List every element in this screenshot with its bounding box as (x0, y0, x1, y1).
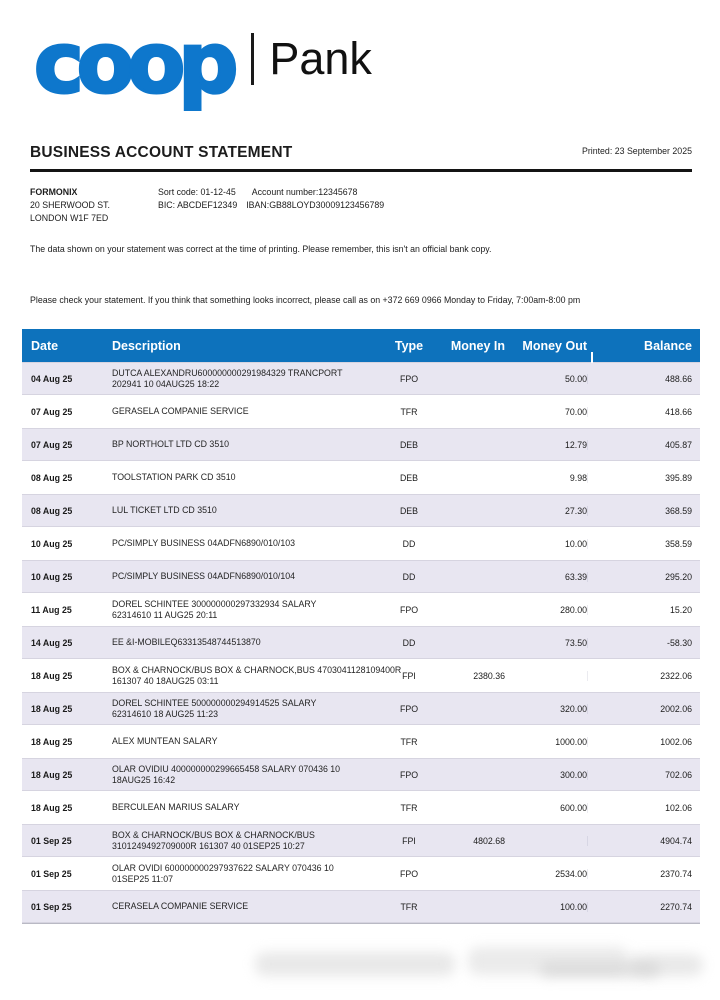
cell-type: FPI (402, 670, 416, 681)
description-line: DOREL SCHINTEE 500000000294914525 SALARY (112, 697, 317, 708)
bic: BIC: ABCDEF12349 (158, 200, 238, 210)
description-line: PC/SIMPLY BUSINESS 04ADFN6890/010/104 (112, 571, 296, 581)
cell-type: TFR (400, 736, 418, 747)
cell-date: 18 Aug 25 (31, 802, 73, 813)
table-row (22, 362, 700, 395)
description-line: LUL TICKET LTD CD 3510 (112, 505, 217, 515)
description-line: 161307 40 18AUG25 03:11 (112, 675, 219, 686)
cell-balance: 15.20 (587, 605, 700, 615)
description-line: 18AUG25 16:42 (112, 774, 176, 785)
cell-description (112, 802, 378, 813)
col-header-description: Description (112, 338, 181, 353)
cell-description (112, 698, 378, 720)
bottom-smudge (540, 962, 660, 978)
cell-balance: 488.66 (587, 374, 700, 384)
description-line: BERCULEAN MARIUS SALARY (112, 802, 240, 812)
description-line: TOOLSTATION PARK CD 3510 (112, 472, 236, 482)
table-row (22, 725, 700, 758)
logo-separator-bar (251, 33, 254, 85)
coop-logo-text: coop (34, 14, 232, 112)
cell-date: 18 Aug 25 (31, 703, 73, 714)
cell-date: 18 Aug 25 (31, 736, 73, 747)
cell-balance: 2370.74 (587, 869, 700, 879)
cell-date: 14 Aug 25 (31, 637, 73, 648)
cell-date: 18 Aug 25 (31, 769, 73, 780)
col-header-money-in: Money In (450, 338, 505, 353)
logo-brand-group (231, 33, 372, 85)
table-row (22, 593, 700, 626)
cell-type: TFR (400, 802, 418, 813)
account-name: FORMONIX (30, 187, 78, 197)
bottom-smudge (255, 952, 455, 976)
cell-type: FPO (399, 703, 419, 714)
description-line: GERASELA COMPANIE SERVICE (112, 406, 249, 416)
cell-balance: 418.66 (587, 407, 700, 417)
bic-iban-line (158, 199, 384, 212)
table-row (22, 692, 700, 725)
cell-date: 08 Aug 25 (31, 505, 73, 516)
cell-balance: -58.30 (587, 638, 700, 648)
cell-date: 08 Aug 25 (31, 472, 73, 483)
cell-type: TFR (400, 901, 418, 912)
cell-money-out: 70.00 (564, 406, 587, 417)
cell-money-out: 63.39 (564, 571, 587, 582)
contact-note: Please check your statement. If you think that something looks incorrect, please call as on +372 669 0966 Monday to Friday, 7:00am-8:00 pm (30, 295, 581, 305)
col-header-balance: Balance (644, 338, 692, 353)
bottom-smudge (628, 954, 703, 976)
table-row (22, 428, 700, 461)
cell-money-out: 100.00 (560, 901, 587, 912)
cell-type: DEB (399, 505, 419, 516)
description-line: OLAR OVIDIU 400000000299665458 SALARY 070436 10 (112, 763, 341, 774)
cell-description (112, 736, 378, 747)
brand-name: Pank (269, 33, 372, 84)
description-line: BP NORTHOLT LTD CD 3510 (112, 439, 230, 449)
cell-description (112, 664, 402, 687)
cell-description (112, 599, 378, 621)
cell-description (112, 472, 378, 483)
table-row (22, 395, 700, 428)
cell-date: 11 Aug 25 (31, 604, 72, 615)
sort-code: Sort code: 01-12-45 (158, 187, 236, 197)
column-divider-artifact (591, 352, 593, 363)
cell-money-in: 2380.36 (473, 670, 505, 681)
cell-money-out: 50.00 (564, 373, 587, 384)
description-line: BOX & CHARNOCK/BUS BOX & CHARNOCK,BUS 4703041128109400R (112, 664, 402, 675)
cell-date: 01 Sep 25 (31, 835, 72, 846)
cell-description (112, 901, 378, 912)
description-line: OLAR OVIDI 600000000297937622 SALARY 070436 10 (112, 862, 334, 873)
cell-description (112, 637, 378, 648)
table-row (22, 626, 700, 659)
cell-description (112, 406, 378, 417)
cell-date: 07 Aug 25 (31, 439, 73, 450)
cell-type: FPO (399, 868, 419, 879)
description-line: ALEX MUNTEAN SALARY (112, 736, 218, 746)
cell-type: FPO (399, 604, 419, 615)
table-row (22, 461, 700, 494)
cell-type: DD (402, 538, 416, 549)
table-row (22, 527, 700, 560)
table-body (22, 362, 700, 923)
account-number: Account number:12345678 (251, 187, 358, 197)
cell-description (112, 863, 378, 885)
cell-description (112, 538, 378, 549)
cell-money-out: 27.30 (564, 505, 587, 516)
cell-date: 01 Sep 25 (31, 901, 72, 912)
description-line: 202941 10 04AUG25 18:22 (112, 378, 220, 389)
description-line: CERASELA COMPANIE SERVICE (112, 901, 249, 911)
cell-type: FPI (402, 835, 416, 846)
description-line: PC/SIMPLY BUSINESS 04ADFN6890/010/103 (112, 538, 296, 548)
cell-balance: 1002.06 (587, 737, 700, 747)
description-line: DOREL SCHINTEE 300000000297332934 SALARY (112, 598, 317, 609)
cell-balance: 2322.06 (587, 671, 700, 681)
cell-description (112, 505, 378, 516)
cell-money-out: 12.79 (564, 439, 587, 450)
cell-type: FPO (399, 769, 419, 780)
table-header (22, 329, 700, 362)
description-line: 01SEP25 11:07 (112, 873, 173, 884)
description-line: DUTCA ALEXANDRU600000000291984329 TRANCPORT (112, 367, 343, 378)
col-header-money-out: Money Out (522, 338, 587, 353)
cell-balance: 4904.74 (587, 836, 700, 846)
cell-date: 18 Aug 25 (31, 670, 73, 681)
description-line: BOX & CHARNOCK/BUS BOX & CHARNOCK/BUS (112, 829, 315, 840)
printed-date: Printed: 23 September 2025 (581, 146, 692, 156)
cell-description (112, 439, 378, 450)
cell-balance: 702.06 (587, 770, 700, 780)
iban: IBAN:GB88LOYD30009123456789 (246, 200, 385, 210)
cell-balance: 102.06 (587, 803, 700, 813)
cell-type: DD (402, 637, 416, 648)
table-row (22, 659, 700, 692)
cell-type: FPO (399, 373, 419, 384)
page-title: BUSINESS ACCOUNT STATEMENT (30, 144, 293, 161)
table-row (22, 890, 700, 923)
table-row (22, 857, 700, 890)
description-line: EE &I-MOBILEQ63313548744513870 (112, 637, 261, 647)
cell-balance: 395.89 (587, 473, 700, 483)
statement-title-row (30, 144, 692, 172)
cell-money-out: 10.00 (564, 538, 587, 549)
table-row (22, 758, 700, 791)
cell-description (112, 368, 378, 390)
cell-balance: 358.59 (587, 539, 700, 549)
description-line: 62314610 18 AUG25 11:23 (112, 708, 218, 719)
cell-date: 07 Aug 25 (31, 406, 73, 417)
transactions-table (22, 329, 700, 924)
address-line-2: LONDON W1F 7ED (30, 213, 109, 223)
cell-money-out: 280.00 (560, 604, 587, 615)
table-row (22, 494, 700, 527)
cell-description (112, 764, 378, 786)
cell-money-out: 600.00 (560, 802, 587, 813)
account-info-section (30, 186, 690, 225)
disclaimer-note: The data shown on your statement was correct at the time of printing. Please remember, this isn't an official bank copy. (30, 244, 492, 254)
cell-money-out: 300.00 (560, 769, 587, 780)
cell-money-out: 9.98 (569, 472, 587, 483)
cell-balance: 405.87 (587, 440, 700, 450)
description-line: 3101249492709000R 161307 40 01SEP25 10:27 (112, 840, 305, 851)
cell-balance: 2270.74 (587, 902, 700, 912)
cell-money-out: 73.50 (564, 637, 587, 648)
description-line: 62314610 11 AUG25 20:11 (112, 609, 218, 620)
cell-date: 01 Sep 25 (31, 868, 72, 879)
cell-date: 10 Aug 25 (31, 538, 73, 549)
cell-type: DEB (399, 439, 419, 450)
cell-balance: 368.59 (587, 506, 700, 516)
table-row (22, 560, 700, 593)
cell-money-out: 320.00 (560, 703, 587, 714)
cell-balance: 2002.06 (587, 704, 700, 714)
bottom-smudge (468, 947, 628, 975)
cell-money-out: 2534.00 (555, 868, 587, 879)
account-details-block (158, 186, 384, 225)
table-row (22, 824, 700, 857)
sort-code-line (158, 186, 384, 199)
cell-type: DEB (399, 472, 419, 483)
cell-type: DD (402, 571, 416, 582)
cell-money-out: 1000.00 (555, 736, 587, 747)
address-line-1: 20 SHERWOOD ST. (30, 200, 111, 210)
account-address-block (30, 186, 158, 225)
col-header-date: Date (31, 338, 59, 353)
cell-description (112, 571, 378, 582)
cell-description (112, 830, 378, 852)
table-row (22, 791, 700, 824)
cell-date: 10 Aug 25 (31, 571, 73, 582)
cell-date: 04 Aug 25 (31, 373, 73, 384)
cell-money-in: 4802.68 (473, 835, 505, 846)
cell-balance: 295.20 (587, 572, 700, 582)
col-header-type: Type (394, 338, 424, 353)
bank-logo (0, 0, 720, 118)
cell-type: TFR (400, 406, 418, 417)
